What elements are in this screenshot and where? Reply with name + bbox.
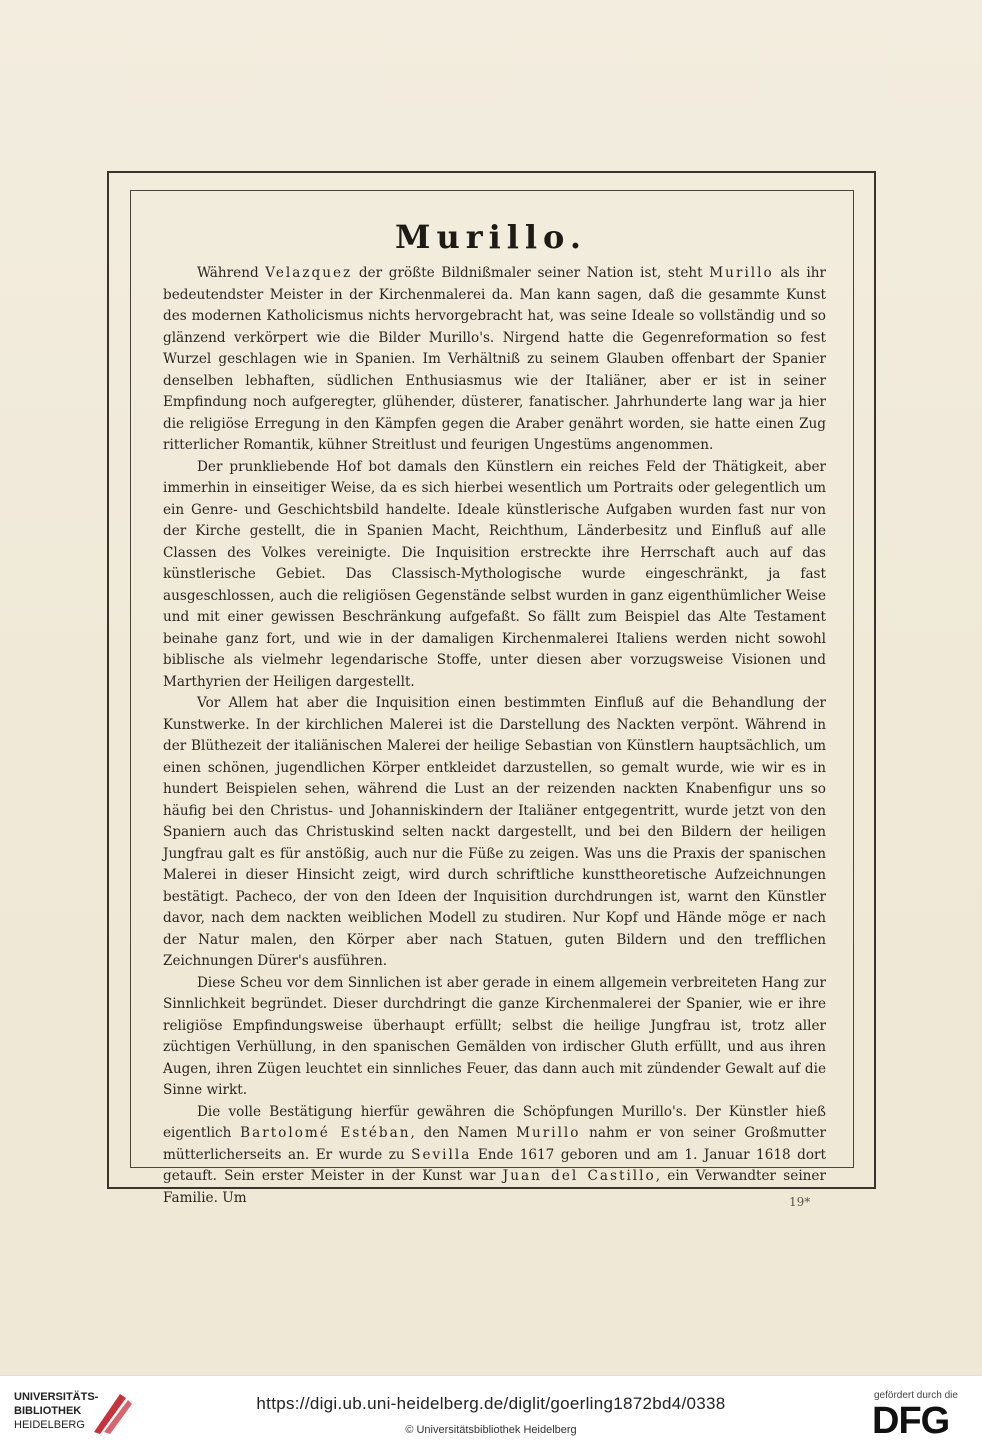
viewer-footer — [0, 1375, 982, 1450]
page-number: 19* — [789, 1195, 811, 1209]
funding-caption: gefördert durch die — [874, 1390, 958, 1401]
page-title: Murillo. — [395, 218, 587, 256]
library-logo-text[interactable]: UNIVERSITÄTS- BIBLIOTHEK HEIDELBERG — [14, 1391, 99, 1431]
article-body — [163, 263, 826, 1209]
paragraph-1: Während Velazquez der größte Bildnißmaler seiner Nation ist, steht Murillo als ihr bedeutendster Meister in der Kirchenmalerei da. Man kann sagen, daß die gesammte Kunst des modernen Katholicismus nichts hervorgebracht hat, was seine Ideale so vollständig und so glänzend verkörpert wie die Bilder Murillo's. Nirgend hatte die Gegenreformation so fest Wurzel geschlagen wie in Spanien. Im Verhältniß zu seinem Glauben offenbart der Spanier denselben lebhaften, südlichen Enthusiasmus wie der Italiäner, aber er ist in seiner Empfindung noch aufgeregter, glühender, düsterer, fanatischer. Jahrhunderte lang war ja hier die religiöse Erregung in den Kämpfen gegen die Araber genährt worden, sie hatte einen Zug ritterlicher Romantik, kühner Streitlust und feurigen Ungestüms angenommen. — [163, 265, 826, 453]
paragraph-2: Der prunkliebende Hof bot damals den Künstlern ein reiches Feld der Thätigkeit, aber immerhin in einseitiger Weise, da es sich hierbei wesentlich um Portraits oder gelegentlich um ein Genre- und Geschichtsbild handelte. Ideale künstlerische Aufgaben wurden fast nur von der Kirche gestellt, die in Spanien Macht, Reichthum, Länderbesitz und Einfluß auf alle Classen des Volkes vereinigte. Die Inquisition erstreckte ihre Herrschaft auch auf das künstlerische Gebiet. Das Classisch-Mythologische wurde eingeschränkt, ja fast ausgeschlossen, auch die religiösen Gegenstände selbst wurden in ganz eigenthümlicher Weise und mit einer gewissen Beschränkung aufgefaßt. So fällt zum Beispiel das Alte Testament beinahe ganz fort, und wie in der damaligen Kirchenmalerei Italiens werden nicht sowohl biblische als vielmehr legendarische Stoffe, unter diesen aber vorzugsweise Visionen und Marthyrien der Heiligen dargestellt. — [163, 458, 826, 690]
paragraph-5: Die volle Bestätigung hierfür gewähren die Schöpfungen Murillo's. Der Künstler hieß eigentlich Bartolomé Estéban, den Namen Murillo nahm er von seiner Großmutter mütterlicherseits an. Er wurde zu Sevilla Ende 1617 geboren und am 1. Januar 1618 dort getauft. Sein erster Meister in der Kunst war Juan del Castillo, ein Verwandter seiner Familie. Um — [163, 1103, 826, 1206]
copyright-notice: © Universitätsbibliothek Heidelberg — [405, 1424, 577, 1436]
paragraph-4: Diese Scheu vor dem Sinnlichen ist aber gerade in einem allgemein verbreiteten Hang zur Sinnlichkeit begründet. Dieser durchdringt die ganze Kirchenmalerei der Spanier, wie er ihre religiöse Empfindungsweise überhaupt erfüllt; selbst die heilige Jungfrau ist, trotz aller züchtigen Verhüllung, in den spanischen Gemälden von irdischer Gluth erfüllt, und aus ihren Augen, ihren Zügen leuchtet ein sinnliches Feuer, das dann auch mit zündender Gewalt auf die Sinne wirkt. — [163, 974, 826, 1098]
permalink-url[interactable]: https://digi.ub.uni-heidelberg.de/diglit/goerling1872bd4/0338 — [256, 1394, 726, 1413]
dfg-logo[interactable]: DFG — [872, 1400, 950, 1442]
paragraph-3: Vor Allem hat aber die Inquisition einen bestimmten Einfluß auf die Behandlung der Kunstwerke. In der kirchlichen Malerei ist die Darstellung des Nackten verpönt. Während in der Blüthezeit der italiänischen Malerei der heilige Sebastian von Künstlern hauptsächlich, um einen schönen, jugendlichen Körper entkleidet darzustellen, so gemalt wurde, wie wir es in hundert Beispielen sehen, während die Lust an der reizenden nackten Knabenfigur uns so häufig bei den Christus- und Johanniskindern der Italiäner entgegentritt, wurde jetzt von den Spaniern auch das Christuskind selten nackt dargestellt, und bei den Bildern der heiligen Jungfrau galt es für anstößig, auch nur die Füße zu zeigen. Was uns die Praxis der spanischen Malerei in dieser Hinsicht zeigt, wird durch schriftliche kunsttheoretische Aufzeichnungen bestätigt. Pacheco, der von den Ideen der Inquisition durchdrungen ist, warnt den Künstler davor, nach dem nackten weiblichen Modell zu studiren. Nur Kopf und Hände möge er nach der Natur malen, den Körper aber nach Statuen, guten Bildern und den trefflichen Zeichnungen Dürer's ausführen. — [163, 695, 826, 969]
